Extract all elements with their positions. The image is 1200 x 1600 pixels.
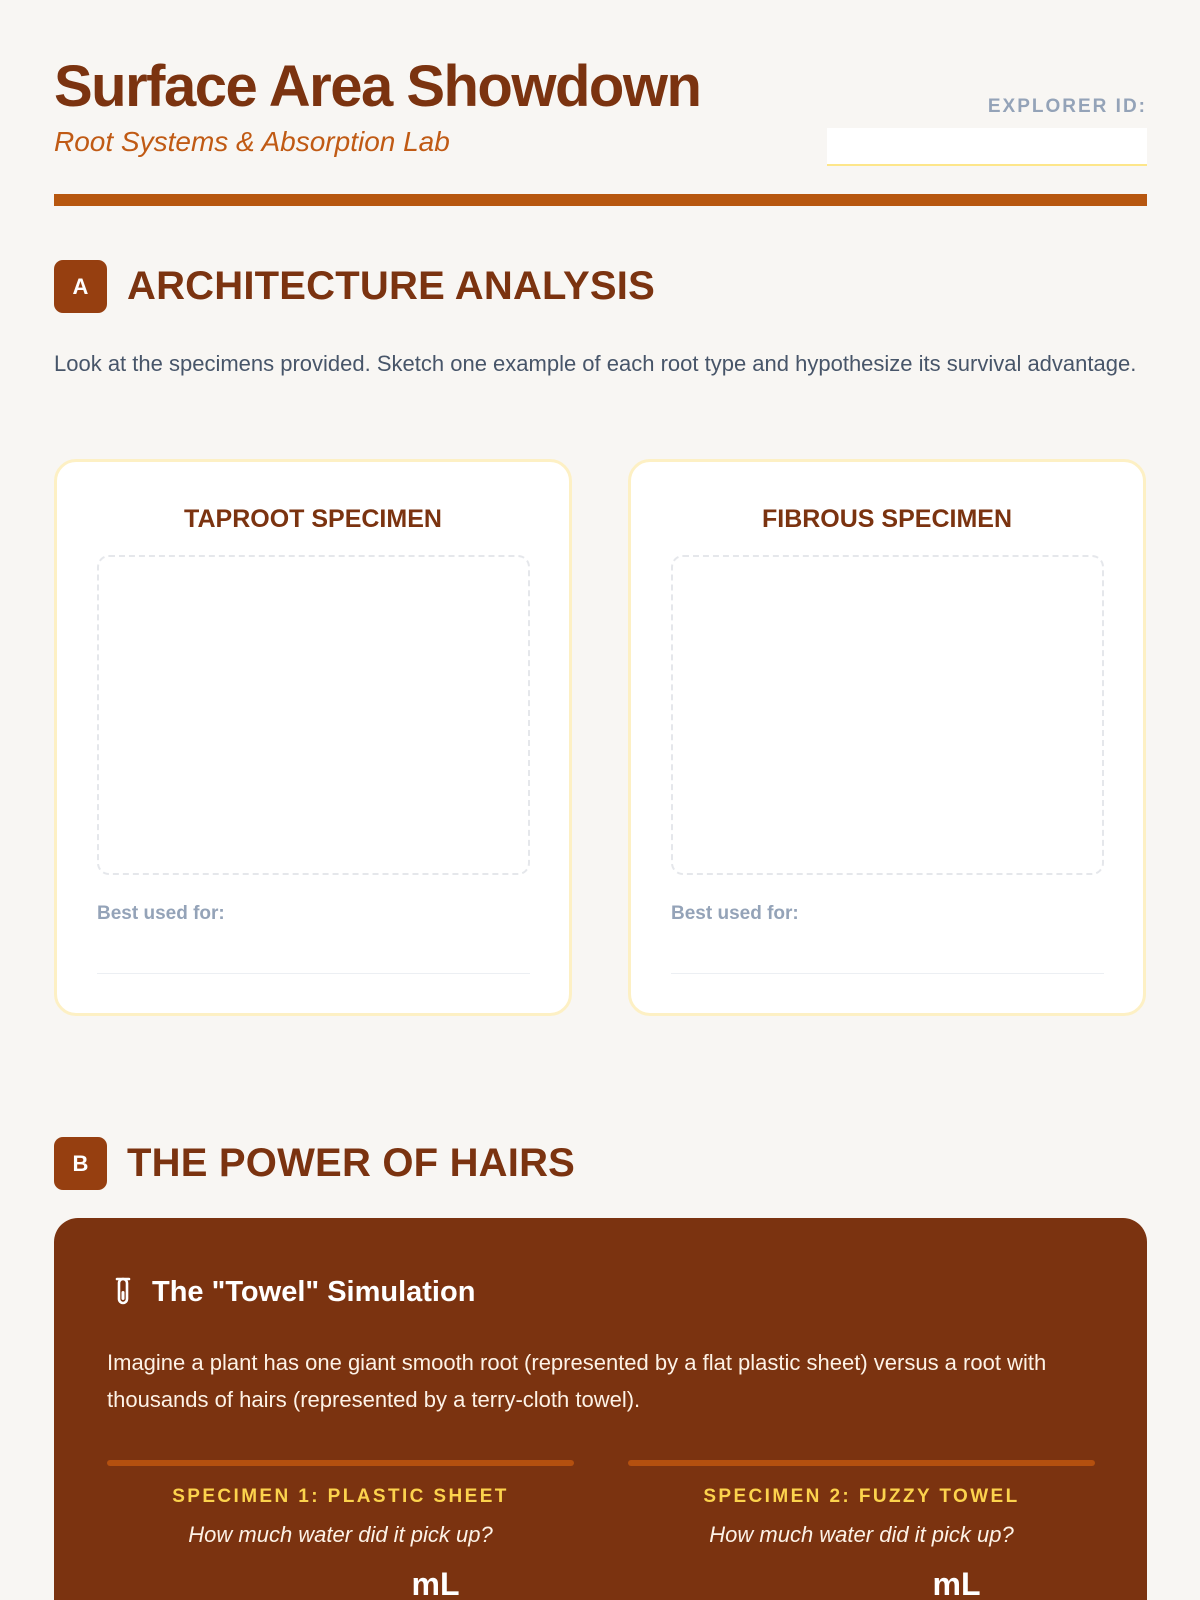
- specimen-2-block: [628, 1460, 1095, 1600]
- header-divider: [54, 194, 1147, 206]
- page-header: [54, 56, 1147, 206]
- answer-line[interactable]: [671, 973, 1104, 974]
- specimen-question: How much water did it pick up?: [709, 1522, 1014, 1547]
- section-a-title: ARCHITECTURE ANALYSIS: [127, 264, 655, 308]
- panel-title: The "Towel" Simulation: [152, 1276, 476, 1308]
- specimen-label: SPECIMEN 1: PLASTIC SHEET: [172, 1486, 509, 1507]
- page-title: Surface Area Showdown: [54, 54, 701, 119]
- measurement-unit: mL: [932, 1566, 981, 1600]
- explorer-id-label: EXPLORER ID:: [987, 96, 1147, 117]
- card-title: TAPROOT SPECIMEN: [184, 505, 442, 533]
- specimen-label: SPECIMEN 2: FUZZY TOWEL: [703, 1486, 1020, 1507]
- specimen-divider: [628, 1460, 1095, 1466]
- panel-description: Imagine a plant has one giant smooth root (represented by a flat plastic sheet) versus a root with thousands of hairs (represented by a terry-cloth towel).: [107, 1350, 1047, 1412]
- section-a-instructions: Look at the specimens provided. Sketch one example of each root type and hypothesize its survival advantage.: [54, 351, 1137, 376]
- sketch-area[interactable]: [671, 555, 1104, 875]
- section-b-badge: B: [54, 1137, 107, 1190]
- best-used-label: Best used for:: [97, 903, 225, 924]
- best-used-label: Best used for:: [671, 903, 799, 924]
- explorer-id-block: [827, 96, 1147, 166]
- section-a-heading: [54, 260, 655, 313]
- card-title: FIBROUS SPECIMEN: [761, 505, 1013, 533]
- sketch-area[interactable]: [97, 555, 530, 875]
- specimen-divider: [107, 1460, 574, 1466]
- explorer-id-input[interactable]: [827, 128, 1147, 166]
- section-a-badge: A: [54, 260, 107, 313]
- specimen-question: How much water did it pick up?: [188, 1522, 493, 1547]
- panel-heading: [110, 1276, 475, 1309]
- measurement-unit: mL: [411, 1566, 460, 1600]
- test-tube-icon: [110, 1277, 136, 1309]
- taproot-card: [54, 459, 572, 1016]
- section-b-title: THE POWER OF HAIRS: [127, 1141, 576, 1185]
- fibrous-card: [628, 459, 1146, 1016]
- section-b-heading: [54, 1137, 575, 1190]
- specimen-1-block: [107, 1460, 574, 1600]
- towel-simulation-panel: [54, 1218, 1147, 1600]
- answer-line[interactable]: [97, 973, 530, 974]
- page-subtitle: Root Systems & Absorption Lab: [54, 126, 450, 157]
